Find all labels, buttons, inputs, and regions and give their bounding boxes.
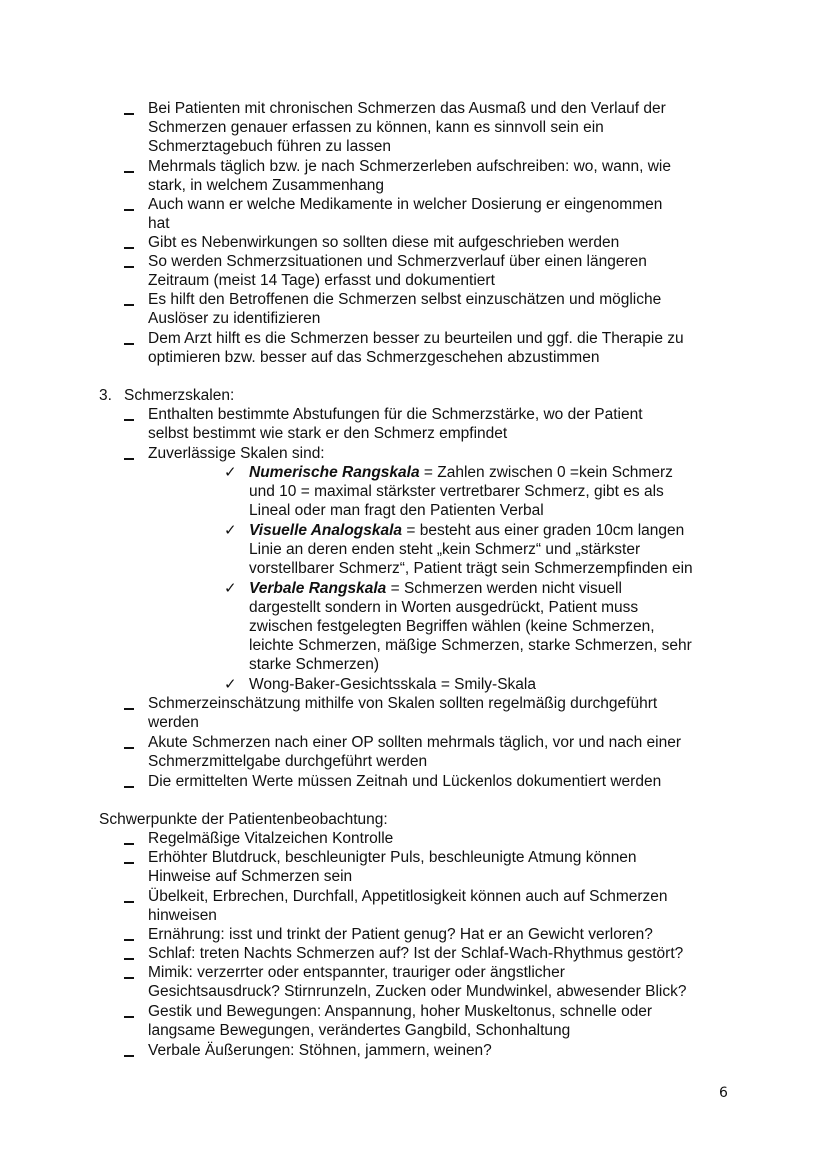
text-line: Schmerztagebuch führen zu lassen xyxy=(148,138,391,155)
text-line: Linie an deren enden steht „kein Schmerz“ und „stärkster xyxy=(249,541,641,558)
scale-line xyxy=(249,463,673,482)
bullet-dash xyxy=(124,419,134,421)
bullet-dash xyxy=(124,843,134,845)
text-line: Bei Patienten mit chronischen Schmerzen das Ausmaß und den Verlauf der xyxy=(148,100,666,117)
bullet-dash xyxy=(124,708,134,710)
bullet-dash xyxy=(124,862,134,864)
text-line: Akute Schmerzen nach einer OP sollten mehrmals täglich, vor und nach einer xyxy=(148,734,682,751)
bullet-dash xyxy=(124,901,134,903)
text-line: Auch wann er welche Medikamente in welcher Dosierung er eingenommen xyxy=(148,196,663,213)
text-line: zwischen festgelegten Begriffen wählen (keine Schmerzen, xyxy=(249,618,655,635)
text-line: Es hilft den Betroffenen die Schmerzen selbst einzuschätzen und mögliche xyxy=(148,291,662,308)
bullet-dash xyxy=(124,747,134,749)
bullet-dash xyxy=(124,958,134,960)
text-line: optimieren bzw. besser auf das Schmerzgeschehen abzustimmen xyxy=(148,349,600,366)
text-line: dargestellt sondern in Worten ausgedrückt, Patient muss xyxy=(249,599,639,616)
text-line: Regelmäßige Vitalzeichen Kontrolle xyxy=(148,830,394,847)
text-line: Erhöhter Blutdruck, beschleunigter Puls, beschleunigte Atmung können xyxy=(148,849,637,866)
checkmark-icon: ✓ xyxy=(224,463,237,481)
text-line: Schmerzeinschätzung mithilfe von Skalen sollten regelmäßig durchgeführt xyxy=(148,695,658,712)
page-number: 6 xyxy=(719,1085,728,1101)
text-line: Wong-Baker-Gesichtsskala = Smily-Skala xyxy=(249,676,536,693)
section-heading: Schmerzskalen: xyxy=(124,387,235,404)
section-number: 3. xyxy=(99,387,112,404)
text-line: Verbale Äußerungen: Stöhnen, jammern, weinen? xyxy=(148,1042,492,1059)
bullet-dash xyxy=(124,977,134,979)
scale-line xyxy=(249,521,684,540)
scale-text: = besteht aus einer graden 10cm langen xyxy=(402,522,685,539)
bullet-dash xyxy=(124,1016,134,1018)
scale-term: Numerische Rangskala xyxy=(249,464,420,481)
text-line: Zuverlässige Skalen sind: xyxy=(148,445,325,462)
text-line: werden xyxy=(148,714,199,731)
text-line: vorstellbarer Schmerz“, Patient trägt sein Schmerzempfinden ein xyxy=(249,560,693,577)
bullet-dash xyxy=(124,171,134,173)
text-line: langsame Bewegungen, verändertes Gangbild, Schonhaltung xyxy=(148,1022,571,1039)
text-line: Ernährung: isst und trinkt der Patient genug? Hat er an Gewicht verloren? xyxy=(148,926,653,943)
bullet-dash xyxy=(124,458,134,460)
bullet-dash xyxy=(124,343,134,345)
text-line: Zeitraum (meist 14 Tage) erfasst und dokumentiert xyxy=(148,272,495,289)
text-line: Mimik: verzerrter oder entspannter, trauriger oder ängstlicher xyxy=(148,964,565,981)
text-line: und 10 = maximal stärkster vertretbarer Schmerz, gibt es als xyxy=(249,483,664,500)
text-line: leichte Schmerzen, mäßige Schmerzen, starke Schmerzen, sehr xyxy=(249,637,692,654)
scale-text: = Zahlen zwischen 0 =kein Schmerz xyxy=(419,464,673,481)
checkmark-icon: ✓ xyxy=(224,675,237,693)
checkmark-icon: ✓ xyxy=(224,579,237,597)
scale-line xyxy=(249,579,622,598)
text-line: Schmerzen genauer erfassen zu können, kann es sinnvoll sein ein xyxy=(148,119,604,136)
text-line: So werden Schmerzsituationen und Schmerzverlauf über einen längeren xyxy=(148,253,647,270)
text-line: Mehrmals täglich bzw. je nach Schmerzerleben aufschreiben: wo, wann, wie xyxy=(148,158,671,175)
text-line: Auslöser zu identifizieren xyxy=(148,310,321,327)
bullet-dash xyxy=(124,939,134,941)
text-line: Enthalten bestimmte Abstufungen für die Schmerzstärke, wo der Patient xyxy=(148,406,643,423)
bullet-dash xyxy=(124,304,134,306)
text-line: Gibt es Nebenwirkungen so sollten diese mit aufgeschrieben werden xyxy=(148,234,620,251)
text-line: Schmerzmittelgabe durchgeführt werden xyxy=(148,753,428,770)
text-line: starke Schmerzen) xyxy=(249,656,380,673)
text-line: hat xyxy=(148,215,170,232)
scale-text: = Schmerzen werden nicht visuell xyxy=(386,580,622,597)
scale-term: Verbale Rangskala xyxy=(249,580,387,597)
checkmark-icon: ✓ xyxy=(224,521,237,539)
bullet-dash xyxy=(124,247,134,249)
text-line: Übelkeit, Erbrechen, Durchfall, Appetitlosigkeit können auch auf Schmerzen xyxy=(148,888,668,905)
text-line: stark, in welchem Zusammenhang xyxy=(148,177,385,194)
text-line: hinweisen xyxy=(148,907,217,924)
text-line: Dem Arzt hilft es die Schmerzen besser zu beurteilen und ggf. die Therapie zu xyxy=(148,330,684,347)
bullet-dash xyxy=(124,786,134,788)
bullet-dash xyxy=(124,1055,134,1057)
text-line: Gesichtsausdruck? Stirnrunzeln, Zucken oder Mundwinkel, abwesender Blick? xyxy=(148,983,687,1000)
scale-term: Visuelle Analogskala xyxy=(249,522,403,539)
text-line: Schlaf: treten Nachts Schmerzen auf? Ist der Schlaf-Wach-Rhythmus gestört? xyxy=(148,945,684,962)
bullet-dash xyxy=(124,113,134,115)
text-line: Lineal oder man fragt den Patienten Verbal xyxy=(249,502,544,519)
text-line: Gestik und Bewegungen: Anspannung, hoher Muskeltonus, schnelle oder xyxy=(148,1003,653,1020)
section-heading: Schwerpunkte der Patientenbeobachtung: xyxy=(99,811,388,828)
bullet-dash xyxy=(124,209,134,211)
bullet-dash xyxy=(124,266,134,268)
text-line: Die ermittelten Werte müssen Zeitnah und Lückenlos dokumentiert werden xyxy=(148,773,662,790)
text-line: selbst bestimmt wie stark er den Schmerz empfindet xyxy=(148,425,508,442)
text-line: Hinweise auf Schmerzen sein xyxy=(148,868,353,885)
